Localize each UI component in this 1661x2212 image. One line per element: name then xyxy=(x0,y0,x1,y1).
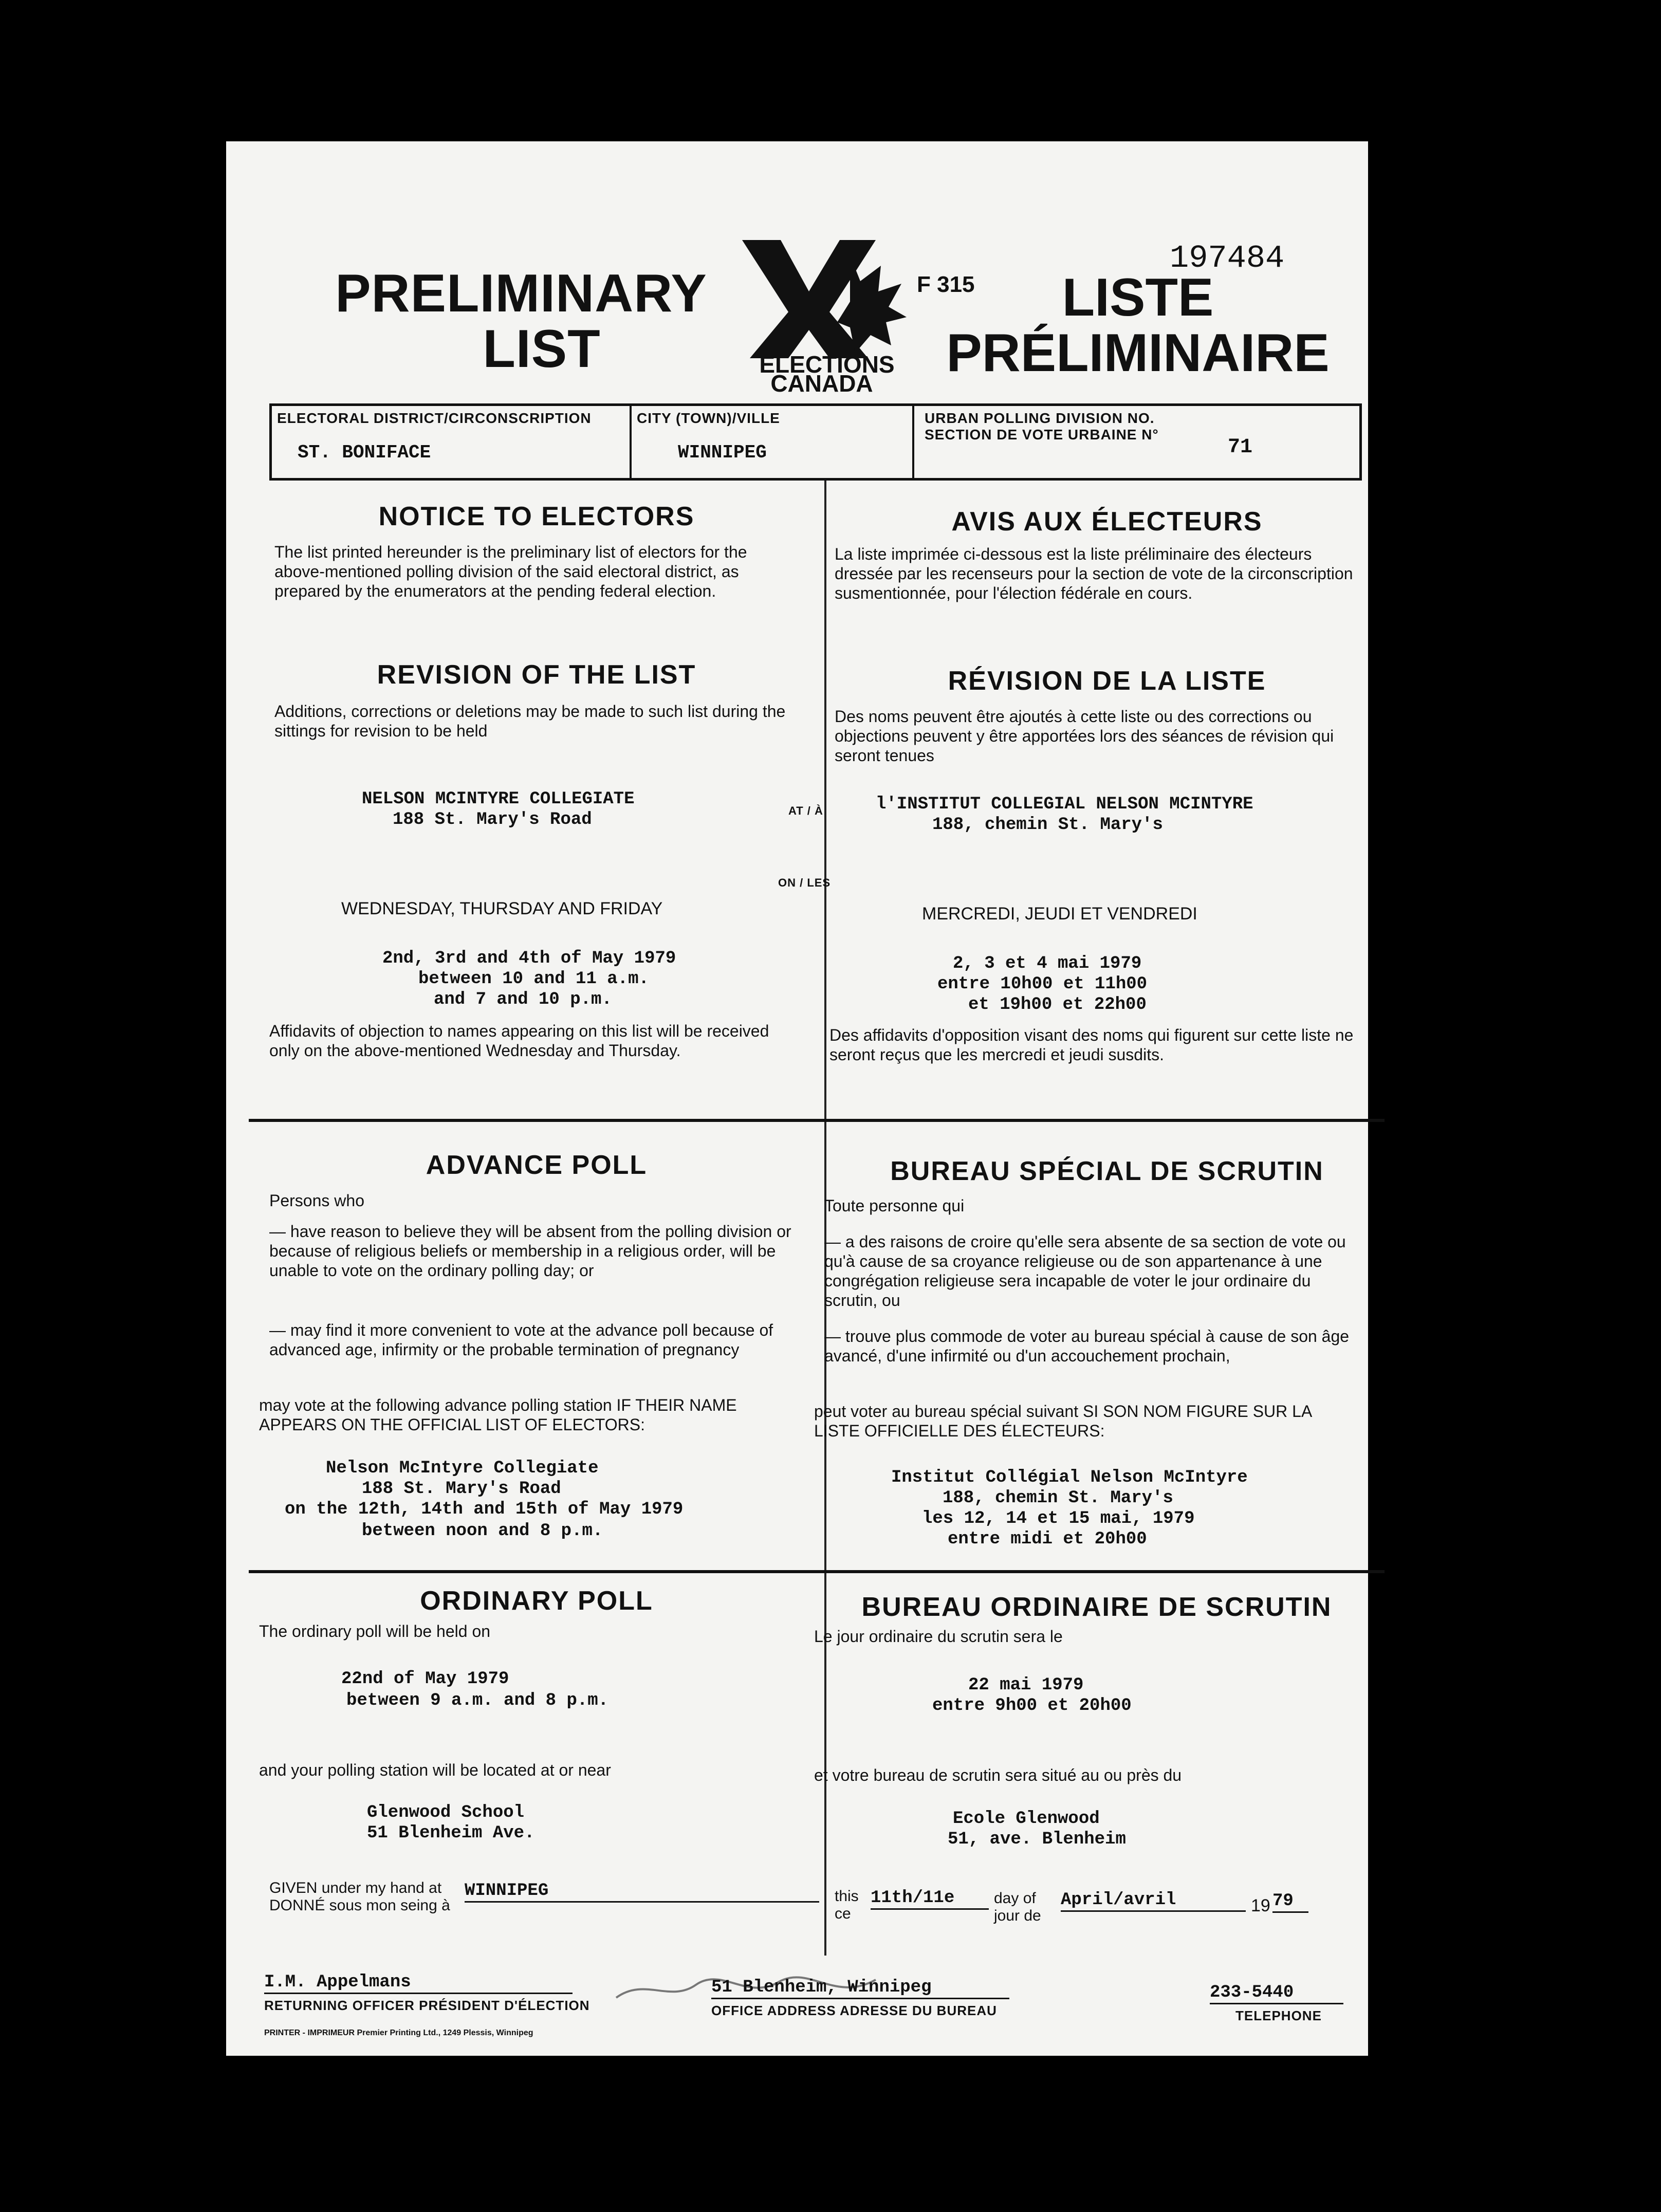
notice-title-fr: AVIS AUX ÉLECTEURS xyxy=(951,507,1263,537)
affidavit-text-en: Affidavits of objection to names appearing on this list will be received only on the above-mentioned Wednesday and Thursday. xyxy=(269,1022,769,1060)
revision-place-en-line2: 188 St. Mary's Road xyxy=(393,810,592,829)
printer-credit: PRINTER - IMPRIMEUR Premier Printing Ltd., 1249 Plessis, Winnipeg xyxy=(264,2029,533,2037)
advance-reason2-en: — may find it more convenient to vote at the advance poll because of advanced age, infirmity or the probable termination of pregnancy xyxy=(269,1321,773,1359)
division-label-line2: SECTION DE VOTE URBAINE N° xyxy=(925,427,1159,443)
advance-persons-en: Persons who xyxy=(269,1191,364,1210)
given-place xyxy=(465,1881,819,1903)
day-of-line1: day of xyxy=(994,1890,1036,1907)
advance-reason2-fr: — trouve plus commode de voter au bureau spécial à cause de son âge avancé, d'une infirmité ou d'un accouchement prochain, xyxy=(824,1327,1350,1365)
advance-reason1-fr: — a des raisons de croire qu'elle sera absente de sa section de vote ou qu'à cause de sa croyance religieuse ou de son appartenance à une congrégation religieuse sera incapable de voter le jour ordinaire du scrutin, ou xyxy=(824,1232,1346,1310)
revision-title-en: REVISION OF THE LIST xyxy=(377,660,696,690)
advance-title-en: ADVANCE POLL xyxy=(426,1150,648,1180)
revision-dates-en-line1: 2nd, 3rd and 4th of May 1979 xyxy=(382,949,676,968)
advance-persons-fr: Toute personne qui xyxy=(824,1196,965,1215)
ordinary-station-fr-line1: Ecole Glenwood xyxy=(953,1809,1100,1829)
telephone-label: TELEPHONE xyxy=(1235,2008,1322,2023)
day-of-label xyxy=(994,1890,1041,1925)
ce-line2: ce xyxy=(835,1905,851,1922)
revision-dates-en-line2: between 10 and 11 a.m. xyxy=(418,969,649,989)
advance-place-fr-line2: 188, chemin St. Mary's xyxy=(943,1488,1173,1508)
title-fr-line2: PRÉLIMINAIRE xyxy=(946,323,1330,383)
revision-text-fr: Des noms peuvent être ajoutés à cette liste ou des corrections ou objections peuvent y être apportées lors des séances de révision qui seront tenues xyxy=(835,707,1334,765)
ordinary-date-fr-line2: entre 9h00 et 20h00 xyxy=(932,1696,1132,1716)
month-value: April/avril xyxy=(1061,1890,1246,1912)
advance-reason1-en: — have reason to believe they will be absent from the polling division or because of religious beliefs or membership in a religious order, will be unable to vote on the ordinary polling day; or xyxy=(269,1222,791,1280)
title-english xyxy=(326,266,716,377)
city-value: WINNIPEG xyxy=(678,442,767,463)
advance-place-fr-line1: Institut Collégial Nelson McIntyre xyxy=(891,1468,1248,1487)
notice-text-en: The list printed hereunder is the preliminary list of electors for the above-mentioned polling division of the said electoral district, as prepared by the enumerators at the pending federal election. xyxy=(274,543,747,600)
section-divider-1 xyxy=(249,1119,1385,1122)
division-cell xyxy=(914,406,1356,478)
advance-place-fr-line3: les 12, 14 et 15 mai, 1979 xyxy=(922,1509,1195,1528)
given-place-value: WINNIPEG xyxy=(465,1881,549,1901)
division-label-line1: URBAN POLLING DIVISION NO. xyxy=(925,410,1155,426)
advance-place-fr-line4: entre midi et 20h00 xyxy=(948,1529,1147,1549)
revision-dates-fr-line2: entre 10h00 et 11h00 xyxy=(937,974,1148,994)
ordinary-date-en-line1: 22nd of May 1979 xyxy=(341,1669,509,1689)
section-divider-2 xyxy=(249,1570,1385,1573)
ordinary-held-fr: Le jour ordinaire du scrutin sera le xyxy=(814,1627,1063,1646)
revision-days-en: WEDNESDAY, THURSDAY AND FRIDAY xyxy=(341,899,663,918)
advance-title-fr: BUREAU SPÉCIAL DE SCRUTIN xyxy=(890,1156,1324,1186)
revision-dates-fr-line1: 2, 3 et 4 mai 1979 xyxy=(953,954,1142,973)
advance-may-vote-fr: peut voter au bureau spécial suivant SI SON NOM FIGURE SUR LA LISTE OFFICIELLE DES ÉLECTEURS: xyxy=(814,1402,1312,1440)
form-number: F 315 xyxy=(917,272,975,297)
advance-place-en-line2: 188 St. Mary's Road xyxy=(362,1479,561,1499)
given-line2: DONNÉ sous mon seing à xyxy=(269,1897,450,1914)
city-cell xyxy=(632,406,914,478)
office-address-label: OFFICE ADDRESS ADRESSE DU BUREAU xyxy=(711,2003,997,2018)
division-info-box xyxy=(269,403,1362,481)
this-line1: this xyxy=(835,1888,859,1905)
elections-canada-logo xyxy=(732,235,922,394)
on-label: ON / LES xyxy=(778,876,831,889)
revision-title-fr: RÉVISION DE LA LISTE xyxy=(948,666,1266,696)
ordinary-held-en: The ordinary poll will be held on xyxy=(259,1622,491,1640)
telephone-value: 233-5440 xyxy=(1210,1982,1343,2004)
ordinary-station-en-line2: 51 Blenheim Ave. xyxy=(367,1823,535,1843)
city-label: CITY (TOWN)/VILLE xyxy=(637,410,780,426)
title-en-line2: LIST xyxy=(483,319,601,379)
ordinary-location-fr: et votre bureau de scrutin sera situé au ou près du xyxy=(814,1766,1182,1784)
revision-days-fr: MERCREDI, JEUDI ET VENDREDI xyxy=(922,904,1197,924)
revision-place-en-line1: NELSON MCINTYRE COLLEGIATE xyxy=(362,789,635,809)
ordinary-station-fr-line2: 51, ave. Blenheim xyxy=(948,1830,1126,1849)
this-label xyxy=(835,1888,859,1923)
office-address: 51 Blenheim, Winnipeg xyxy=(711,1977,1009,1999)
ordinary-station-en-line1: Glenwood School xyxy=(367,1803,525,1822)
day-value: 11th/11e xyxy=(871,1888,989,1910)
advance-place-en-line3: on the 12th, 14th and 15th of May 1979 xyxy=(285,1500,684,1519)
title-fr-line1: LISTE xyxy=(1062,268,1214,327)
ordinary-date-fr-line1: 22 mai 1979 xyxy=(968,1675,1084,1695)
year-prefix: 19 xyxy=(1251,1896,1270,1915)
title-en-line1: PRELIMINARY xyxy=(335,264,707,323)
revision-dates-en-line3: and 7 and 10 p.m. xyxy=(434,990,612,1009)
advance-may-vote-en: may vote at the following advance polling station IF THEIR NAME APPEARS ON THE OFFICIAL LIST OF ELECTORS: xyxy=(259,1396,737,1434)
ordinary-date-en-line2: between 9 a.m. and 8 p.m. xyxy=(346,1691,609,1710)
serial-number: 197484 xyxy=(1170,240,1285,276)
at-label: AT / À xyxy=(788,804,823,817)
logo-text-line1: ELECTIONS xyxy=(759,351,895,378)
division-value: 71 xyxy=(1228,436,1253,459)
affidavit-text-fr: Des affidavits d'opposition visant des noms qui figurent sur cette liste ne seront reçus que les mercredi et jeudi susdits. xyxy=(829,1026,1354,1064)
column-divider xyxy=(824,481,826,1956)
notice-text-fr: La liste imprimée ci-dessous est la liste préliminaire des électeurs dressée par les recenseurs pour la section de vote de la circonscription susmentionnée, pour l'élection fédérale en cours. xyxy=(835,545,1353,602)
revision-place-fr-line1: l'INSTITUT COLLEGIAL NELSON MCINTYRE xyxy=(876,795,1253,814)
given-line1: GIVEN under my hand at xyxy=(269,1879,442,1896)
district-cell xyxy=(272,406,632,478)
district-label: ELECTORAL DISTRICT/CIRCONSCRIPTION xyxy=(277,410,592,426)
logo-text-line2: CANADA xyxy=(770,370,873,394)
ordinary-title-fr: BUREAU ORDINAIRE DE SCRUTIN xyxy=(861,1592,1332,1622)
district-value: ST. BONIFACE xyxy=(298,442,431,463)
advance-place-en-line1: Nelson McIntyre Collegiate xyxy=(326,1459,599,1478)
ordinary-location-en: and your polling station will be located at or near xyxy=(259,1761,611,1779)
page-edge xyxy=(226,121,1368,141)
given-label xyxy=(269,1879,450,1914)
ordinary-title-en: ORDINARY POLL xyxy=(420,1586,653,1616)
officer-name: I.M. Appelmans xyxy=(264,1972,573,1994)
revision-place-fr-line2: 188, chemin St. Mary's xyxy=(932,815,1163,835)
advance-place-en-line4: between noon and 8 p.m. xyxy=(362,1521,603,1541)
year-value: 79 xyxy=(1272,1891,1308,1913)
notice-title-en: NOTICE TO ELECTORS xyxy=(378,502,695,531)
day-of-line2: jour de xyxy=(994,1907,1041,1924)
title-french xyxy=(927,270,1349,381)
officer-label: RETURNING OFFICER PRÉSIDENT D'ÉLECTION xyxy=(264,1998,590,2013)
revision-text-en: Additions, corrections or deletions may be made to such list during the sittings for revision to be held xyxy=(274,702,786,740)
revision-dates-fr-line3: et 19h00 et 22h00 xyxy=(968,995,1147,1015)
notice-form xyxy=(259,225,1362,2052)
